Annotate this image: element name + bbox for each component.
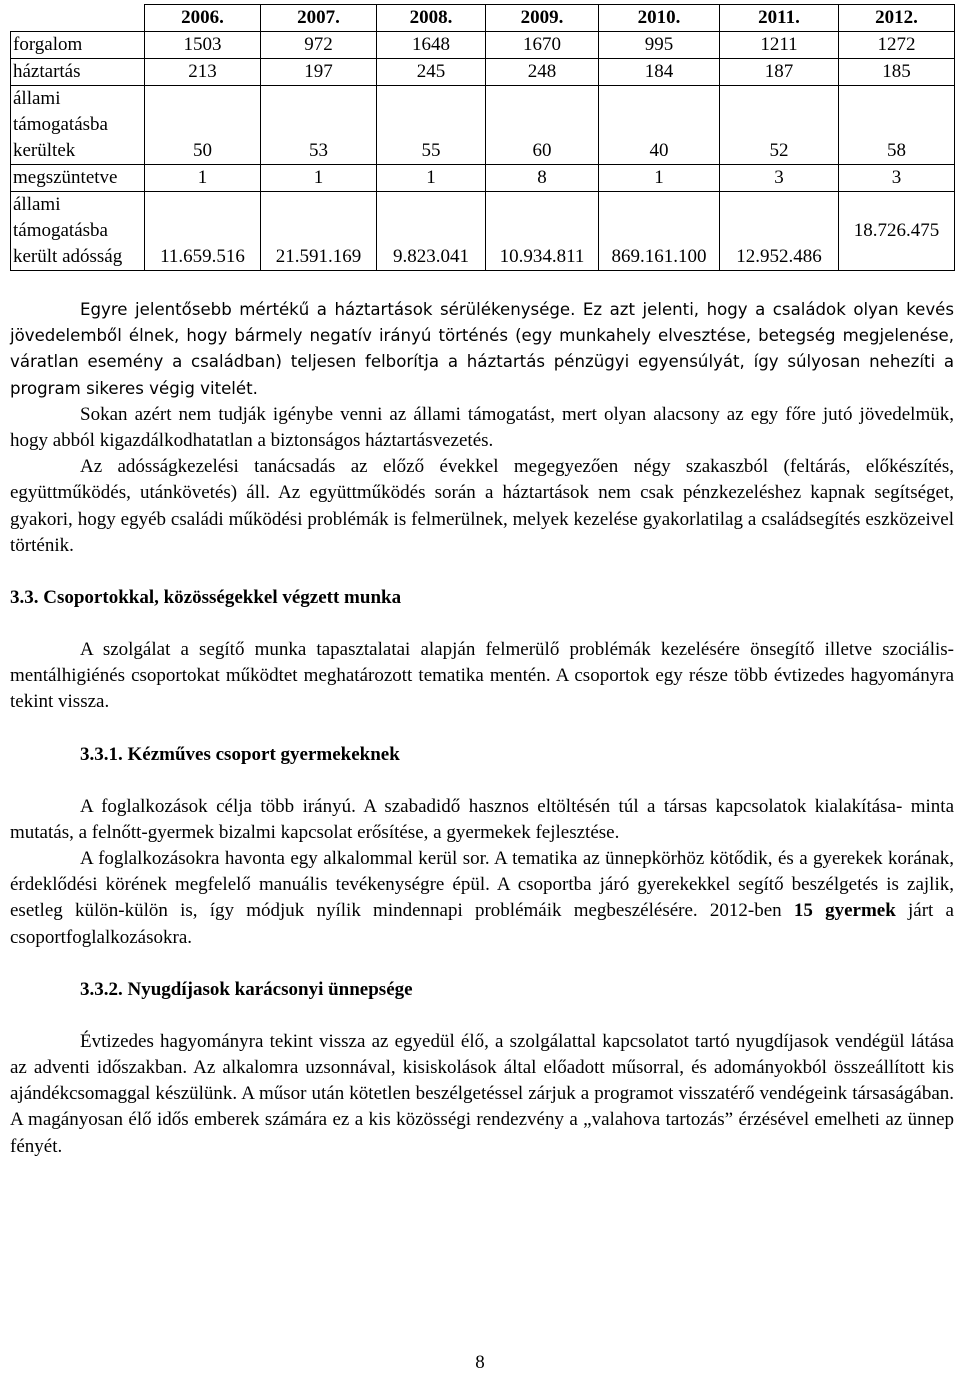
table-cell: 248 xyxy=(486,59,599,86)
table-cell: 995 xyxy=(599,32,720,59)
row-label: állami támogatásba kerültek xyxy=(11,86,145,165)
table-cell: 1 xyxy=(261,165,377,192)
year-header: 2006. xyxy=(145,5,261,32)
table-cell: 1211 xyxy=(720,32,839,59)
statistics-table xyxy=(10,4,955,271)
year-header: 2012. xyxy=(839,5,955,32)
table-cell: 1503 xyxy=(145,32,261,59)
crafts-text-after: járt a csoportfoglalkozásokra. xyxy=(10,900,954,948)
page-number: 8 xyxy=(475,1352,485,1373)
year-header: 2010. xyxy=(599,5,720,32)
table-cell: 18.726.475 xyxy=(839,192,955,271)
table-cell: 60 xyxy=(486,86,599,165)
table-cell: 213 xyxy=(145,59,261,86)
table-cell: 55 xyxy=(377,86,486,165)
year-header: 2011. xyxy=(720,5,839,32)
table-cell: 185 xyxy=(839,59,955,86)
table-cell: 50 xyxy=(145,86,261,165)
crafts-text-before: A foglalkozásokra havonta egy alkalommal kerül sor. A tematika az ünnepkörhöz kötődik, és a gyerekek korának, érdeklődési körének megfelelő manuális tevékenységre épül. A csoportba járó gyerekekkel segítő beszélgetés is zajlik, esetleg külön-külön is, így módjuk nyílik mindennapi problémáik megbeszélésére. 2012-ben xyxy=(10,848,954,922)
table-row xyxy=(11,86,955,165)
table-cell: 3 xyxy=(720,165,839,192)
table-cell: 1 xyxy=(377,165,486,192)
paragraph-consulting: Az adósságkezelési tanácsadás az előző évekkel megegyezően négy szakaszból (feltárás, előkészítés, együttműködés, utánkövetés) áll. Az együttműködés során a háztartások nem csak pénzkezeléshez kapnak segítséget, gyakori, hogy egyéb családi működési problémák is felmerülnek, melyek kezelése gyakorlatilag a családsegítés eszközeivel történik. xyxy=(10,456,954,556)
table-cell: 1 xyxy=(599,165,720,192)
children-count: 15 gyermek xyxy=(793,900,896,922)
table-row xyxy=(11,32,955,59)
table-cell: 1648 xyxy=(377,32,486,59)
table-cell: 869.161.100 xyxy=(599,192,720,271)
table-row xyxy=(11,59,955,86)
table-cell: 1272 xyxy=(839,32,955,59)
table-row xyxy=(11,192,955,271)
paragraph-vulnerability-sans: Egyre jelentősebb mértékű a háztartások sérülékenysége. Ez azt jelenti, hogy a családok olyan kevés jövedelemből élnek, hogy bármely negatív irányú történés (egy munkahely elvesztése, betegség megjelenése, váratlan esemény a családban) teljesen felborítja a háztartás pénzügyi egyensúlyát, így súlyosan nehezíti a program sikeres végig vitelét. xyxy=(10,300,954,398)
table-cell: 1 xyxy=(145,165,261,192)
paragraph-income: Sokan azért nem tudják igénybe venni az állami támogatást, mert olyan alacsony az egy főre jutó jövedelmük, hogy abból kigazdálkodhatatlan a biztonságos háztartásvezetés. xyxy=(10,403,954,452)
table-cell: 184 xyxy=(599,59,720,86)
table-cell: 8 xyxy=(486,165,599,192)
table-cell: 12.952.486 xyxy=(720,192,839,271)
table-cell: 9.823.041 xyxy=(377,192,486,271)
section-heading-3-3: 3.3. Csoportokkal, közösségekkel végzett munka xyxy=(10,587,402,609)
table-cell: 187 xyxy=(720,59,839,86)
section-heading-3-3-2: 3.3.2. Nyugdíjasok karácsonyi ünnepsége xyxy=(80,978,413,1000)
section-heading-3-3-1: 3.3.1. Kézműves csoport gyermekeknek xyxy=(80,743,400,765)
table-cell: 21.591.169 xyxy=(261,192,377,271)
row-label: állami támogatásba került adósság xyxy=(11,192,145,271)
paragraph-christmas: Évtizedes hagyományra tekint vissza az egyedül élő, a szolgálattal kapcsolatot tartó nyugdíjasok vendégül látása az adventi időszakban. Az alkalomra uzsonnával, kisiskolások által előadott műsorral, és adományokból összeállított kis ajándékcsomaggal készülünk. A műsor után kötetlen beszélgetéssel zárjuk a programot visszatérő vendégeink társaságában. A magányosan élő idős emberek számára ez a kis közösségi rendezvény a „valahova tartozás” érzésével emelheti az ünnep fényét. xyxy=(10,1030,954,1157)
table-cell: 53 xyxy=(261,86,377,165)
paragraph-vulnerability xyxy=(10,297,954,402)
table-cell: 972 xyxy=(261,32,377,59)
year-header: 2009. xyxy=(486,5,599,32)
row-label: megszüntetve xyxy=(11,165,145,192)
table-cell: 11.659.516 xyxy=(145,192,261,271)
table-cell: 3 xyxy=(839,165,955,192)
paragraph-crafts-sessions xyxy=(10,846,954,951)
table-cell: 52 xyxy=(720,86,839,165)
document-page xyxy=(10,4,954,1160)
table-header-row xyxy=(11,5,955,32)
paragraph-groups: A szolgálat a segítő munka tapasztalatai alapján felmerülő problémák kezelésére önsegítő illetve szociális-mentálhigiénés csoportokat működtet meghatározott tematika mentén. A csoportok egy része több évtizedes hagyományra tekint vissza. xyxy=(10,639,954,713)
row-label: forgalom xyxy=(11,32,145,59)
year-header: 2008. xyxy=(377,5,486,32)
row-label: háztartás xyxy=(11,59,145,86)
table-cell: 1670 xyxy=(486,32,599,59)
table-row xyxy=(11,165,955,192)
table-cell: 245 xyxy=(377,59,486,86)
header-empty-cell xyxy=(11,5,145,32)
table-cell: 40 xyxy=(599,86,720,165)
year-header: 2007. xyxy=(261,5,377,32)
paragraph-crafts-goal: A foglalkozások célja több irányú. A szabadidő hasznos eltöltésén túl a társas kapcsolatok kialakítása- minta mutatás, a felnőtt-gyermek bizalmi kapcsolat erősítése, a gyermekek fejlesztése. xyxy=(10,795,954,843)
table-cell: 10.934.811 xyxy=(486,192,599,271)
table-cell: 197 xyxy=(261,59,377,86)
table-cell: 58 xyxy=(839,86,955,165)
